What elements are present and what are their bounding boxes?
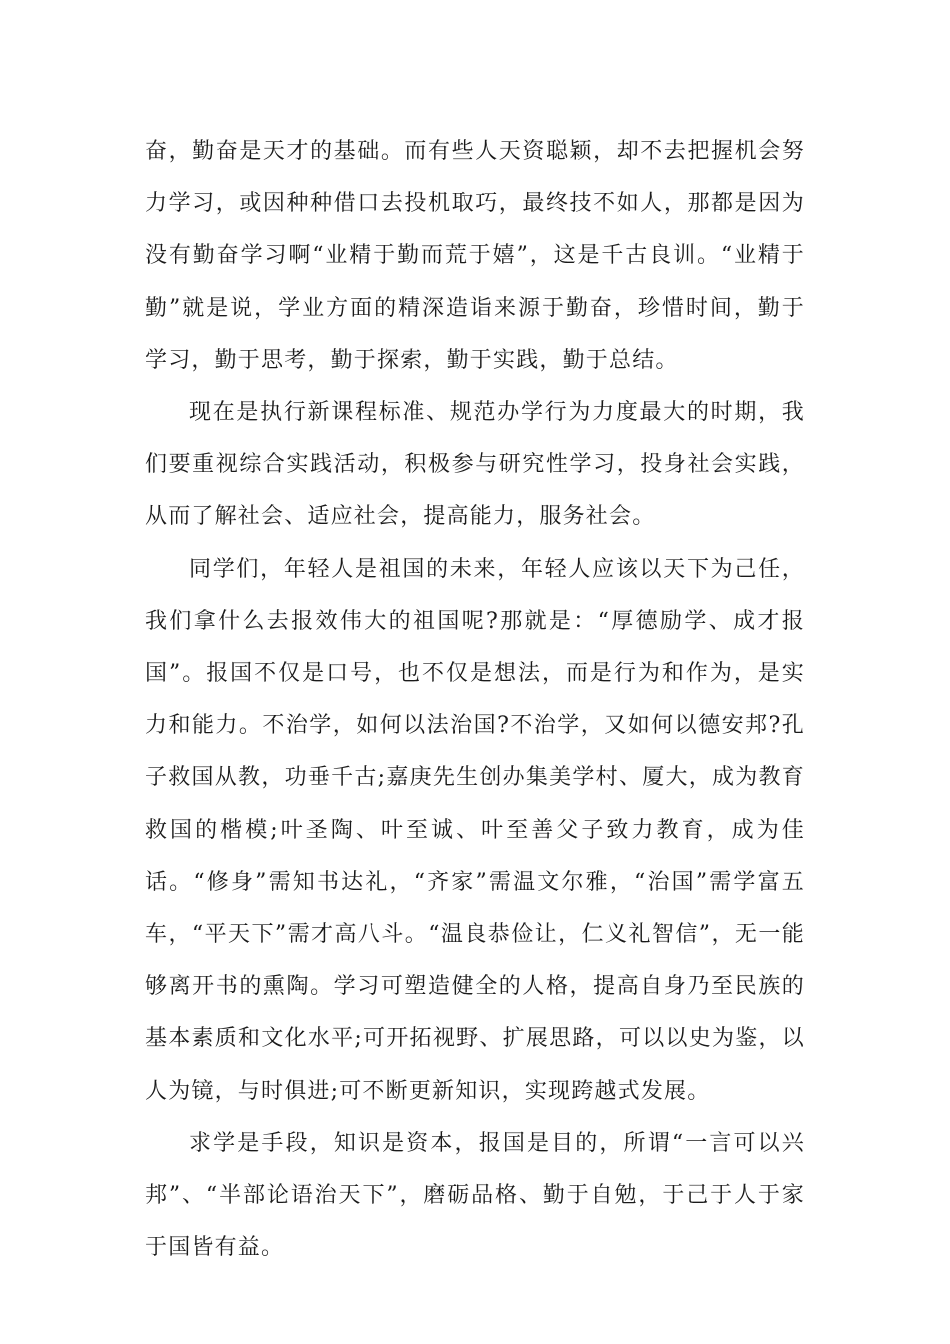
document-page [145,126,805,1274]
paragraph: 求学是手段，知识是资本，报国是目的，所谓“一言可以兴邦”、“半部论语治天下”，磨砺品格、勤于自勉，于己于人于家于国皆有益。 [145,1130,805,1261]
paragraph: 现在是执行新课程标准、规范办学行为力度最大的时期，我们要重视综合实践活动，积极参与研究性学习，投身社会实践，从而了解社会、适应社会，提高能力，服务社会。 [145,400,805,530]
paragraph: 同学们，年轻人是祖国的未来，年轻人应该以天下为己任，我们拿什么去报效伟大的祖国呢?那就是：“厚德励学、成才报国”。报国不仅是口号，也不仅是想法，而是行为和作为，是实力和能力。不治学，如何以法治国?不治学，又如何以德安邦?孔子救国从教，功垂千古;嘉庚先生创办集美学村、厦大，成为教育救国的楷模;叶圣陶、叶至诚、叶至善父子致力教育，成为佳话。“修身”需知书达礼，“齐家”需温文尔雅，“治国”需学富五车，“平天下”需才高八斗。“温良恭俭让，仁义礼智信”，无一能够离开书的熏陶。学习可塑造健全的人格，提高自身乃至民族的基本素质和文化水平;可开拓视野、扩展思路，可以以史为鉴，以人为镜，与时俱进;可不断更新知识，实现跨越式发展。 [145,556,805,1104]
paragraph-continuation: 奋，勤奋是天才的基础。而有些人天资聪颖，却不去把握机会努力学习，或因种种借口去投机取巧，最终技不如人，那都是因为没有勤奋学习啊“业精于勤而荒于嬉”，这是千古良训。“业精于勤”就是说，学业方面的精深造诣来源于勤奋，珍惜时间，勤于学习，勤于思考，勤于探索，勤于实践，勤于总结。 [145,139,805,373]
